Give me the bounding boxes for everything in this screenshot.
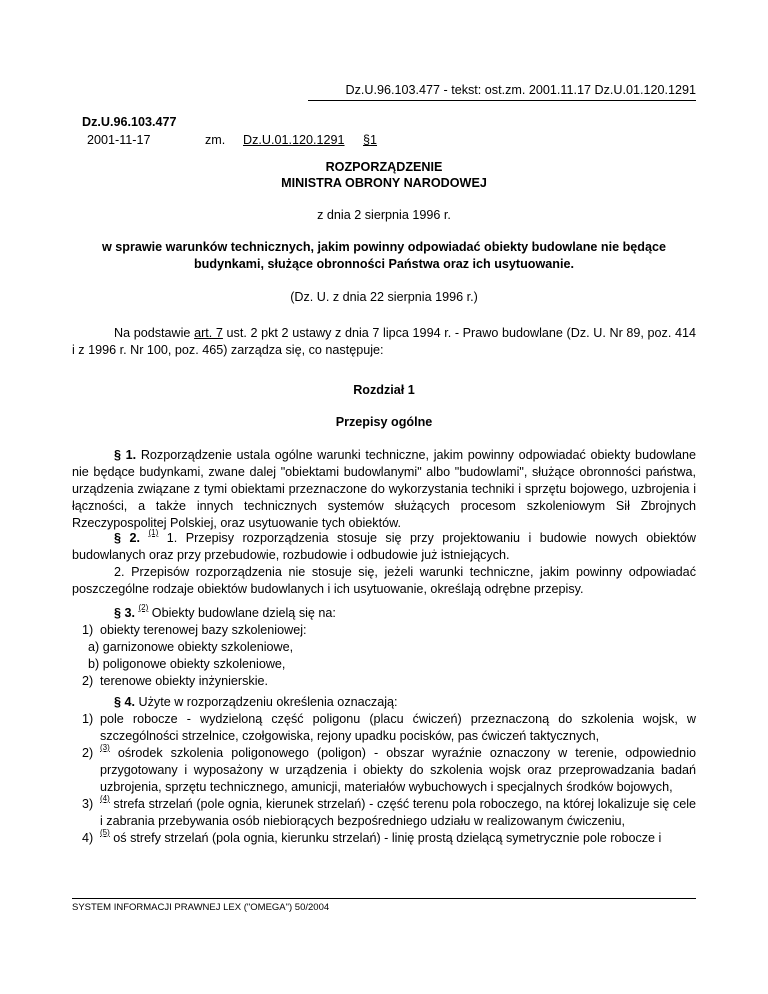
list-item (72, 796, 696, 830)
amendment-date: 2001-11-17 (87, 133, 151, 147)
art-7-link[interactable]: art. 7 (194, 326, 223, 340)
list-item (72, 622, 696, 639)
title-line-2: MINISTRA OBRONY NARODOWEJ (281, 176, 487, 190)
amendment-section-link[interactable]: §1 (363, 133, 378, 147)
subject-line-2: budynkami, służące obronności Państwa oraz ich usytuowanie. (193, 257, 574, 271)
paragraph-3-label: § 3. (114, 606, 136, 620)
chapter-number: Rozdział 1 (353, 383, 415, 397)
footnote-link-1[interactable]: (1) (148, 528, 159, 537)
list-number: a) (88, 640, 100, 654)
header-rule (308, 100, 696, 101)
list-item (72, 745, 696, 796)
list-item-text: terenowe obiekty inżynierskie. (100, 674, 268, 688)
document-id: Dz.U.96.103.477 (82, 115, 177, 129)
list-item-text: strefa strzelań (pole ognia, kierunek strzelań) - część terenu pola roboczego, na której lokalizuje się cele i zabrania przebywania osób niebiorących bezpośredniego udziału w realizowanym ćwiczeniu, (100, 797, 696, 828)
list-number: b) (88, 657, 100, 671)
paragraph-2-label: § 2. (114, 531, 140, 545)
list-item-text: pole robocze - wydzieloną część poligonu (placu ćwiczeń) przeznaczoną do szkolenia wojsk, w szczególności strzelnice, czołgowiska, rejony upadku pocisków, pas ćwiczeń taktycznych, (100, 712, 696, 743)
list-item-text: garnizonowe obiekty szkoleniowe, (102, 640, 294, 654)
paragraph-1-label: § 1. (114, 448, 137, 462)
list-item (72, 639, 696, 656)
footnote-link-5[interactable]: (5) (100, 828, 110, 837)
list-number: 2) (82, 674, 94, 688)
paragraph-1 (72, 447, 696, 532)
paragraph-2 (72, 530, 696, 598)
list-item (72, 830, 696, 847)
amendment-label: zm. (205, 133, 226, 147)
list-item-text: poligonowe obiekty szkoleniowe, (102, 657, 286, 671)
list-number: 1) (82, 712, 94, 726)
title-line-1: ROZPORZĄDZENIE (325, 160, 443, 174)
list-item (72, 673, 696, 690)
list-number: 2) (82, 746, 94, 760)
subject-line-1: w sprawie warunków technicznych, jakim powinny odpowiadać obiekty budowlane nie będące (101, 240, 667, 254)
paragraph-3-text: Obiekty budowlane dzielą się na: (148, 606, 336, 620)
footer-rule (72, 898, 696, 899)
list-item-text: oś strefy strzelań (pola ognia, kierunku strzelań) - linię prostą dzielącą symetrycznie pole robocze i (109, 831, 662, 845)
footer-text: SYSTEM INFORMACJI PRAWNEJ LEX ("OMEGA") 50/2004 (72, 902, 330, 913)
amendment-ref-link[interactable]: Dz.U.01.120.1291 (243, 133, 345, 147)
list-number: 1) (82, 623, 94, 637)
footnote-link-4[interactable]: (4) (100, 794, 110, 803)
footnote-link-3[interactable]: (3) (100, 743, 110, 752)
preamble-before: Na podstawie (114, 326, 195, 340)
paragraph-4-text: Użyte w rozporządzeniu określenia oznaczają: (135, 695, 398, 709)
paragraph-2-text-2: 2. Przepisów rozporządzenia nie stosuje się, jeżeli warunki techniczne, jakim powinny odpowiadać poszczególne rodzaje obiektów budowlanych i ich usytuowanie, określają odrębne przepisy. (72, 565, 696, 596)
paragraph-3 (72, 605, 696, 690)
paragraph-4-label: § 4. (114, 695, 136, 709)
paragraph-4 (72, 694, 696, 847)
list-item-text: obiekty terenowej bazy szkoleniowej: (100, 623, 307, 637)
preamble (72, 325, 696, 359)
preamble-after: ust. 2 pkt 2 ustawy z dnia 7 lipca 1994 r. - Prawo budowlane (Dz. U. Nr 89, poz. 414 i z 1996 r. Nr 100, poz. 465) zarządza się, co następuje: (72, 326, 696, 357)
paragraph-1-text: Rozporządzenie ustala ogólne warunki techniczne, jakim powinny odpowiadać obiekty budowlane nie będące budynkami, zwane dalej "obiektami budowlanymi" albo "budowlami", służące obronności państwa, urządzenia związane z tymi obiektami przeznaczone do wykorzystania techniki i sprzętu bojowego, uzbrojenia i łączności, a także innych technicznych systemów służących procesom szkoleniowym Sił Zbrojnych Rzeczypospolitej Polskiej, oraz usytuowanie tych obiektów. (72, 448, 696, 530)
list-number: 4) (82, 831, 94, 845)
title-date: z dnia 2 sierpnia 1996 r. (317, 208, 451, 222)
list-item (72, 711, 696, 745)
list-item (72, 656, 696, 673)
footnote-link-2[interactable]: (2) (138, 603, 149, 612)
running-header: Dz.U.96.103.477 - tekst: ost.zm. 2001.11.17 Dz.U.01.120.1291 (345, 83, 696, 97)
paragraph-2-text-1: 1. Przepisy rozporządzenia stosuje się przy projektowaniu i budowie nowych obiektów budowlanych oraz przy przebudowie, rozbudowie i odbudowie już istniejących. (72, 531, 696, 562)
list-number: 3) (82, 797, 94, 811)
publication-info: (Dz. U. z dnia 22 sierpnia 1996 r.) (290, 290, 478, 304)
chapter-name: Przepisy ogólne (335, 415, 433, 429)
list-item-text: ośrodek szkolenia poligonowego (poligon) - obszar wyraźnie oznaczony w terenie, odpowiednio przygotowany i wyposażony w urządzenia i obiekty do szkolenia wojsk oraz przeprowadzania badań uzbrojenia, sprzętu technicznego, amunicji, materiałów wybuchowych i specjalnych środków bojowych, (100, 746, 696, 794)
